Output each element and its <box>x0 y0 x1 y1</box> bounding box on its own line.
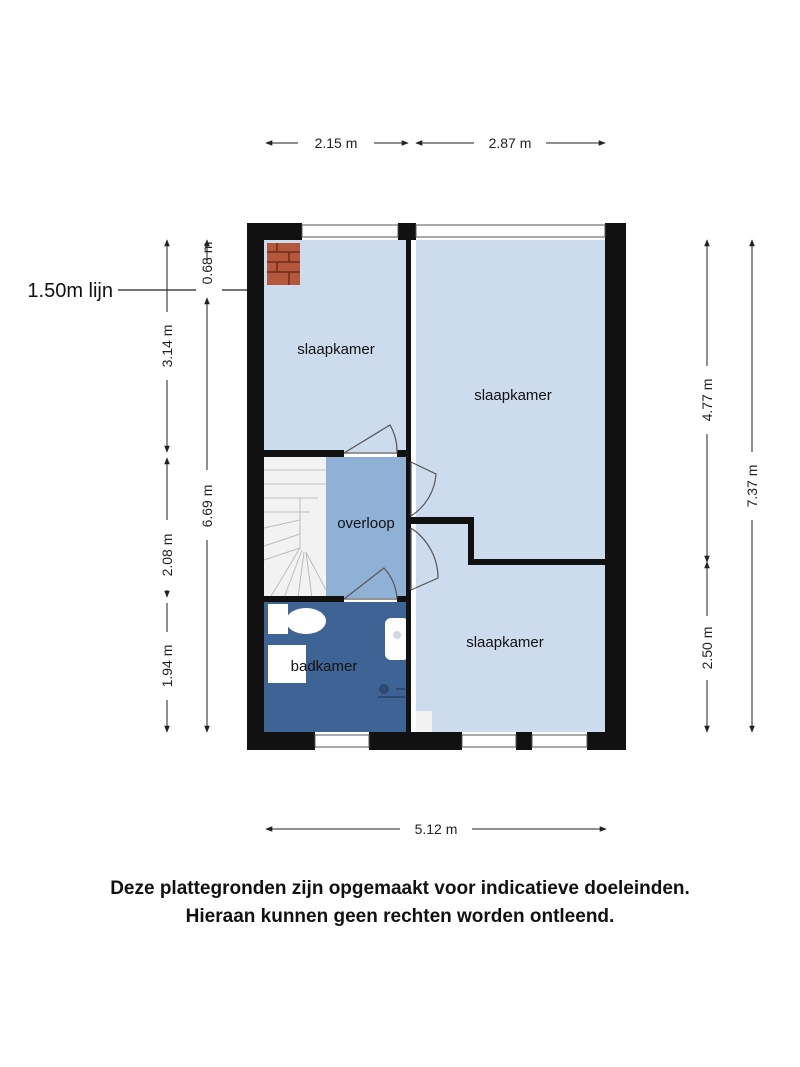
dim-label-left-outer-3: 1.94 m <box>159 644 175 688</box>
dimension-top-left <box>266 135 408 151</box>
room-label-bathroom: badkamer <box>290 658 358 675</box>
dim-label-left-outer-1: 3.14 m <box>159 324 175 368</box>
line-150-label: 1.50m lijn <box>27 280 113 302</box>
room-label-bedroom-1: slaapkamer <box>297 341 375 358</box>
dim-label-right-outer: 7.37 m <box>744 464 760 508</box>
dim-label-left-inner-1: 0.68 m <box>199 241 215 285</box>
staircase <box>264 457 326 598</box>
dim-label-left-inner-2: 6.69 m <box>199 484 215 528</box>
chimney-icon <box>267 243 300 285</box>
room-label-bedroom-2: slaapkamer <box>474 387 552 404</box>
svg-text:5.12 m: 5.12 m <box>414 821 458 837</box>
radiator <box>416 711 432 732</box>
dimension-bottom <box>266 821 606 837</box>
room-label-bedroom-3: slaapkamer <box>466 634 544 651</box>
room-label-landing: overloop <box>337 515 395 532</box>
dim-label-right-inner-1: 4.77 m <box>699 378 715 422</box>
dim-label-left-outer-2: 2.08 m <box>159 533 175 577</box>
svg-text:2.15 m: 2.15 m <box>314 135 358 151</box>
svg-text:2.87 m: 2.87 m <box>488 135 532 151</box>
disclaimer-line-2: Hieraan kunnen geen rechten worden ontleend. <box>185 906 615 927</box>
sink-icon <box>385 618 409 660</box>
dimension-top-right <box>416 135 605 151</box>
dim-label-right-inner-2: 2.50 m <box>699 626 715 670</box>
disclaimer-line-1: Deze plattegronden zijn opgemaakt voor indicatieve doeleinden. <box>110 878 690 899</box>
